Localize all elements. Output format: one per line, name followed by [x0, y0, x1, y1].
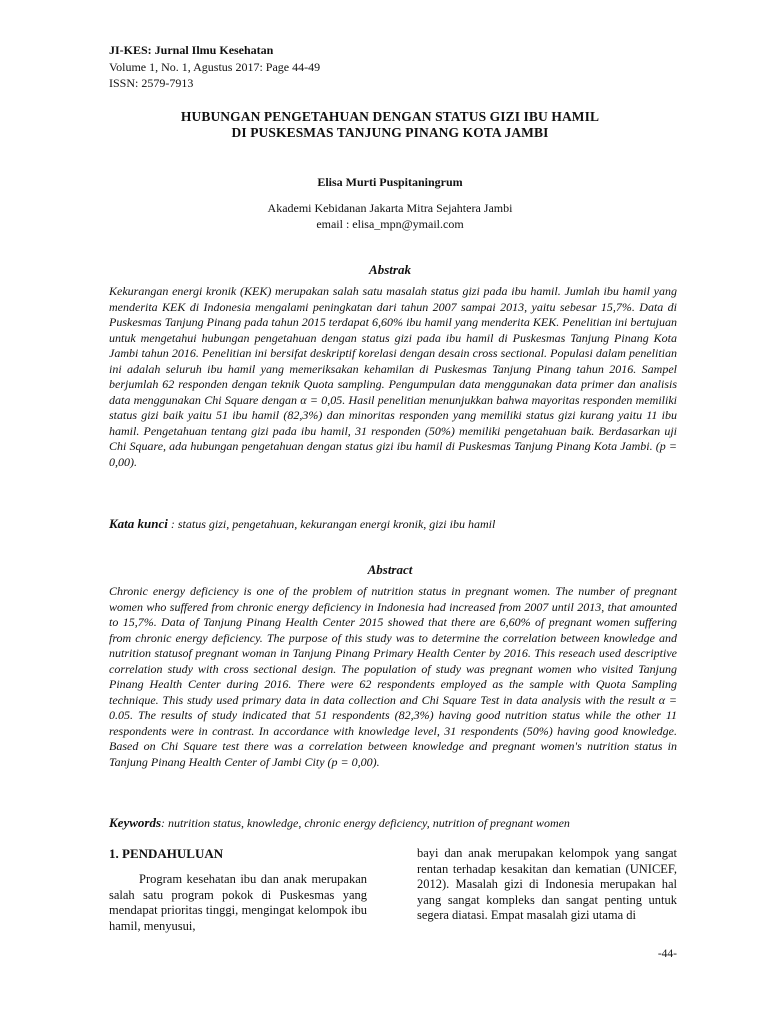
intro-paragraph-right: bayi dan anak merupakan kelompok yang sangat rentan terhadap kesakitan dan kematian (UNICEF, 2012). Masalah gizi di Indonesia merupakan hal yang sangat kompleks dan sangat penting untuk segera diatasi. Empat masalah gizi utama di [417, 846, 677, 922]
abstrak-heading: Abstrak [369, 262, 411, 277]
author-name: Elisa Murti Puspitaningrum [317, 175, 463, 189]
title-line-2: DI PUSKESMAS TANJUNG PINANG KOTA JAMBI [231, 125, 549, 140]
kata-kunci-text: : status gizi, pengetahuan, kekurangan energi kronik, gizi ibu hamil [167, 517, 496, 531]
intro-left-column [109, 846, 367, 934]
author-affiliation-block [100, 200, 680, 232]
kata-kunci-label: Kata kunci [109, 516, 168, 531]
section-heading-pendahuluan: 1. PENDAHULUAN [109, 846, 224, 861]
abstract-body: Chronic energy deficiency is one of the problem of nutrition status in pregnant women. The number of pregnant women who suffered from chronic energy deficiency in Indonesia had increased from 2007 until 2013, that amounted to 15,7%. Data of Tanjung Pinang Health Center 2015 showed that there are 6,60% of pregnant women suffering from chronic energy deficiency. The purpose of this study was to determine the correlation between knowledge and nutrition statusof pregnant woman in Tanjung Pinang Primary Health Center by 2016. This reseach used descriptive correlation study with cross sectional design. The population of study was pregnant women who visited Tanjung Pinang Health Center during 2016. There were 62 respondents employed as the sample with Quota Sampling technique. This study used primary data in data collection and Chi Square Test in data analysis with the result α = 0.05. The results of study indicated that 51 respondents (82,3%) having good nutrition status while the other 11 respondents were in contrast. In accordance with knowledge level, 31 respondents (50%) having good knowledge. Based on Chi Square test there was a correlation between knowledge and pregnant women's nutrition status in Tanjung Pinang Health Center of Jambi City (p = 0,00). [109, 584, 677, 769]
journal-name: JI-KES: Jurnal Ilmu Kesehatan [109, 43, 274, 57]
keywords [109, 815, 677, 831]
abstrak-body: Kekurangan energi kronik (KEK) merupakan salah satu masalah status gizi pada ibu hamil. Jumlah ibu hamil yang menderita KEK di Indonesia mengalami peningkatan dari tahun 2007 sampai 2013, yaitu sebesar 15,7%. Data di Puskesmas Tanjung Pinang pada tahun 2015 terdapat 6,60% ibu hamil yang menderita KEK. Penelitian ini bertujuan untuk mengetahui hubungan pengetahuan dengan status gizi pada ibu hamil di Puskesmas Tanjung Pinang Kota Jambi tahun 2016. Penelitian ini bersifat deskriptif korelasi dengan desain cross sectional. Populasi dalam penelitian ini adalah seluruh ibu hamil yang memeriksakan kehamilan di Puskesmas Tanjung Pinang tahun 2016. Sampel berjumlah 62 responden dengan teknik Quota sampling. Pengumpulan data menggunakan data primer dan analisis data menggunakan Chi Square dengan α = 0,05. Hasil penelitian menunjukkan bahwa mayoritas responden memiliki status gizi baik yaitu 51 ibu hamil (82,3%) dan minoritas responden yang memiliki status gizi kurang yaitu 11 ibu hamil. Pengetahuan tentang gizi pada ibu hamil, 31 responden (50%) memiliki pengetahuan baik. Berdasarkan uji Chi Square, ada hubungan pengetahuan dengan status gizi ibu hamil di Puskesmas Tanjung Pinang Kota Jambi. (p = 0,00). [109, 284, 677, 469]
journal-issn: ISSN: 2579-7913 [109, 76, 194, 90]
title-line-1: HUBUNGAN PENGETAHUAN DENGAN STATUS GIZI IBU HAMIL [180, 109, 600, 124]
keywords-text: : nutrition status, knowledge, chronic energy deficiency, nutrition of pregnant women [161, 816, 570, 830]
intro-right-column [417, 846, 677, 924]
journal-volume: Volume 1, No. 1, Agustus 2017: Page 44-49 [109, 59, 321, 74]
abstract-heading: Abstract [367, 562, 413, 577]
intro-paragraph-left: Program kesehatan ibu dan anak merupakan salah satu program pokok di Puskesmas yang mendapat prioritas tinggi, mengingat kelompok ibu hamil, menyusui, [109, 872, 367, 933]
kata-kunci [109, 516, 677, 532]
author-email: email : elisa_mpn@ymail.com [316, 217, 464, 231]
paper-title [100, 109, 680, 141]
journal-header [109, 42, 320, 92]
affiliation: Akademi Kebidanan Jakarta Mitra Sejahtera Jambi [267, 201, 513, 215]
page-number: -44- [657, 948, 677, 960]
keywords-label: Keywords [109, 815, 161, 830]
